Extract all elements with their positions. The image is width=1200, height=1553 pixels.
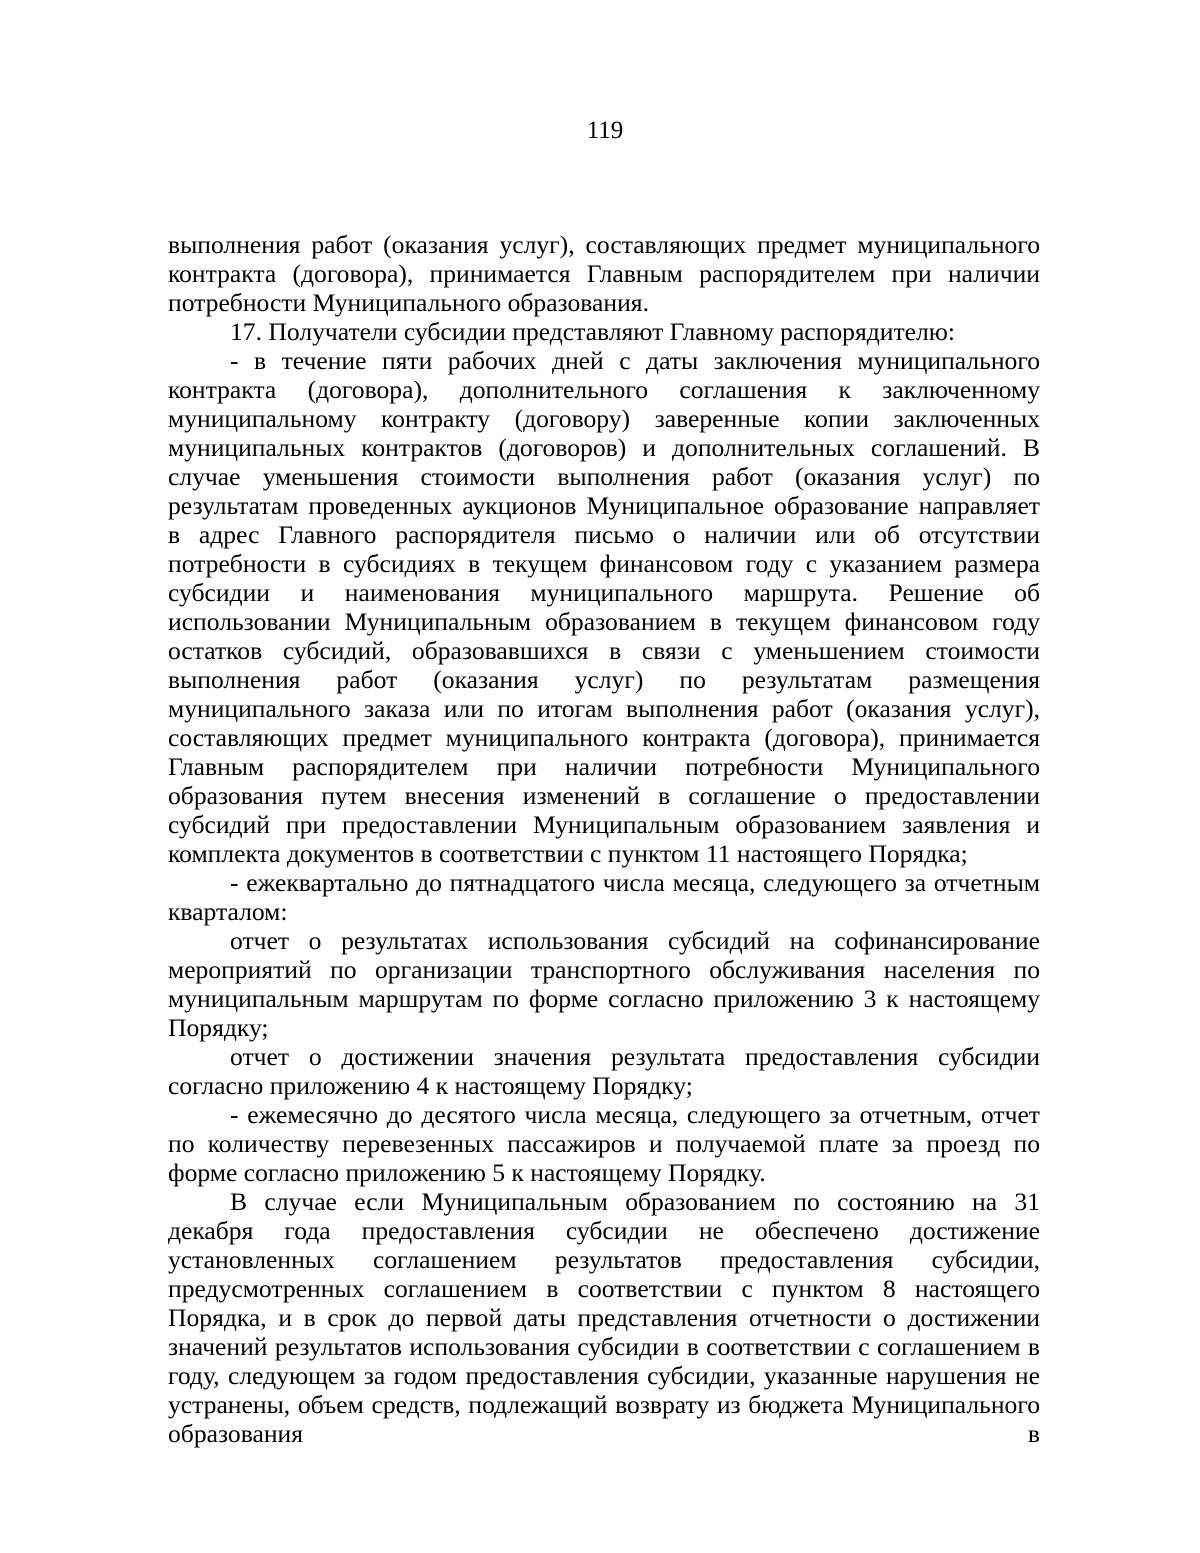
paragraph-item-17: 17. Получатели субсидии представляют Главному распорядителю: — [230, 317, 955, 346]
paragraph-five-days: - в течение пяти рабочих дней с даты заключения муниципального контракта (договора), дополнительного соглашения к заключенному муниципальному контракту (договору) заверенные копии заключенных муниципальных контрактов (договоров) и дополнительных соглашений. В случае уменьшения стоимости выполнения работ (оказания услуг) по результатам проведенных аукционов Муниципальное образование направляет в адрес Главного распорядителя письмо о наличии или об отсутствии потребности в субсидиях в текущем финансовом году с указанием размера субсидии и наименования муниципального маршрута. Решение об использовании Муниципальным образованием в текущем финансовом году остатков субсидий, образовавшихся в связи с уменьшением стоимости выполнения работ (оказания услуг) по результатам размещения муниципального заказа или по итогам выполнения работ (оказания услуг), составляющих предмет муниципального контракта (договора), принимается Главным распорядителем при наличии потребности Муниципального образования путем внесения изменений в соглашение о предоставлении субсидий при предоставлении Муниципальным образованием заявления и комплекта документов в соответствии с пунктом 11 настоящего Порядка; — [168, 346, 1040, 868]
document-body — [168, 230, 1040, 1448]
paragraph-usage-report: отчет о результатах использования субсидий на софинансирование мероприятий по организации транспортного обслуживания населения по муниципальным маршрутам по форме согласно приложению 3 к настоящему Порядку; — [168, 926, 1040, 1042]
paragraph-december: В случае если Муниципальным образованием по состоянию на 31 декабря года предоставления субсидии не обеспечено достижение установленных соглашением результатов предоставления субсидии, предусмотренных соглашением в соответствии с пунктом 8 настоящего Порядка, и в срок до первой даты представления отчетности о достижении значений результатов использования субсидии в соответствии с соглашением в году, следующем за годом предоставления субсидии, указанные нарушения не устранены, объем средств, подлежащий возврату из бюджета Муниципального образования в — [168, 1187, 1040, 1448]
paragraph-continuation: выполнения работ (оказания услуг), составляющих предмет муниципального контракта (договора), принимается Главным распорядителем при наличии потребности Муниципального образования. — [168, 230, 1040, 317]
paragraph-result-report: отчет о достижении значения результата предоставления субсидии согласно приложению 4 к настоящему Порядку; — [168, 1042, 1040, 1100]
page-number: 119 — [586, 117, 624, 144]
paragraph-quarterly: - ежеквартально до пятнадцатого числа месяца, следующего за отчетным кварталом: — [168, 868, 1040, 926]
paragraph-monthly: - ежемесячно до десятого числа месяца, следующего за отчетным, отчет по количеству перевезенных пассажиров и получаемой плате за проезд по форме согласно приложению 5 к настоящему Порядку. — [168, 1100, 1040, 1187]
